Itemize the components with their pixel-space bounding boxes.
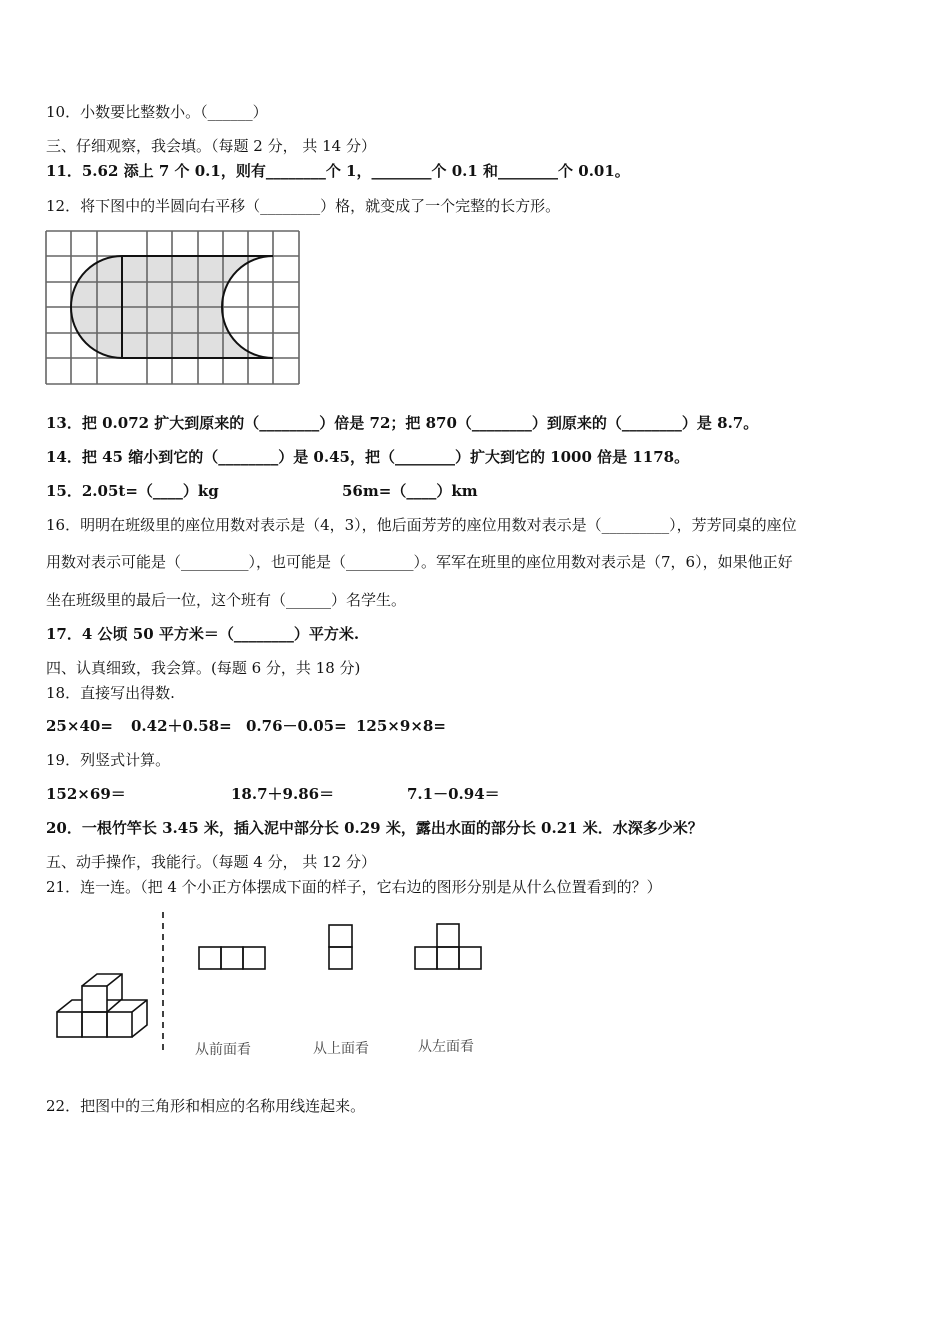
question-19: 19．列竖式计算。	[46, 751, 171, 769]
question-16-line2: 用数对表示可能是（_________），也可能是（_________）。军军在班里的座位用数对表示是（7，6），如果他正好	[46, 553, 793, 571]
section-4-heading: 四、认真细致，我会算。(每题 6 分，共 18 分)	[46, 659, 361, 677]
view-label-front: 从前面看	[195, 1042, 251, 1058]
grid-semicircle-figure	[40, 225, 310, 390]
question-11: 11．5.62 添上 7 个 0.1，则有________个 1，________个 0.1 和________个 0.01。	[46, 162, 630, 180]
question-17: 17．4 公顷 50 平方米＝（________）平方米.	[46, 625, 360, 643]
question-18: 18．直接写出得数.	[46, 684, 175, 702]
calc-item: 0.76－0.05=	[246, 717, 347, 735]
section-3-heading: 三、仔细观察，我会填。（每题 2 分， 共 14 分）	[46, 137, 376, 155]
view-label-top: 从上面看	[313, 1041, 369, 1057]
question-20: 20．一根竹竿长 3.45 米，插入泥中部分长 0.29 米，露出水面的部分长 0.21 米．水深多少米？	[46, 819, 703, 837]
question-13: 13．把 0.072 扩大到原来的（________）倍是 72；把 870（________）到原来的（________）是 8.7。	[46, 414, 759, 432]
calc-item: 25×40=	[46, 717, 113, 735]
section-5-heading: 五、动手操作，我能行。（每题 4 分， 共 12 分）	[46, 853, 376, 871]
question-16-line1: 16．明明在班级里的座位用数对表示是（4，3），他后面芳芳的座位用数对表示是（_________），芳芳同桌的座位	[46, 516, 797, 534]
vertical-calc-item: 152×69＝	[46, 785, 126, 803]
view-label-left: 从左面看	[418, 1039, 474, 1055]
calc-item: 125×9×8=	[356, 717, 446, 735]
vertical-calc-item: 18.7＋9.86＝	[231, 785, 335, 803]
question-12: 12．将下图中的半圆向右平移（________）格，就变成了一个完整的长方形。	[46, 197, 561, 215]
question-14: 14．把 45 缩小到它的（________）是 0.45，把（________）扩大到它的 1000 倍是 1178。	[46, 448, 690, 466]
question-16-line3: 坐在班级里的最后一位，这个班有（______）名学生。	[46, 591, 407, 609]
question-15b: 56m=（____）km	[342, 482, 478, 500]
question-10: 10．小数要比整数小。（______）	[46, 103, 268, 121]
question-22: 22．把图中的三角形和相应的名称用线连起来。	[46, 1097, 366, 1115]
calc-item: 0.42＋0.58=	[131, 717, 232, 735]
question-15a: 15．2.05t=（____）kg	[46, 482, 219, 500]
vertical-calc-item: 7.1－0.94＝	[407, 785, 500, 803]
question-21: 21．连一连。（把 4 个小正方体摆成下面的样子，它右边的图形分别是从什么位置看到的？）	[46, 878, 662, 896]
